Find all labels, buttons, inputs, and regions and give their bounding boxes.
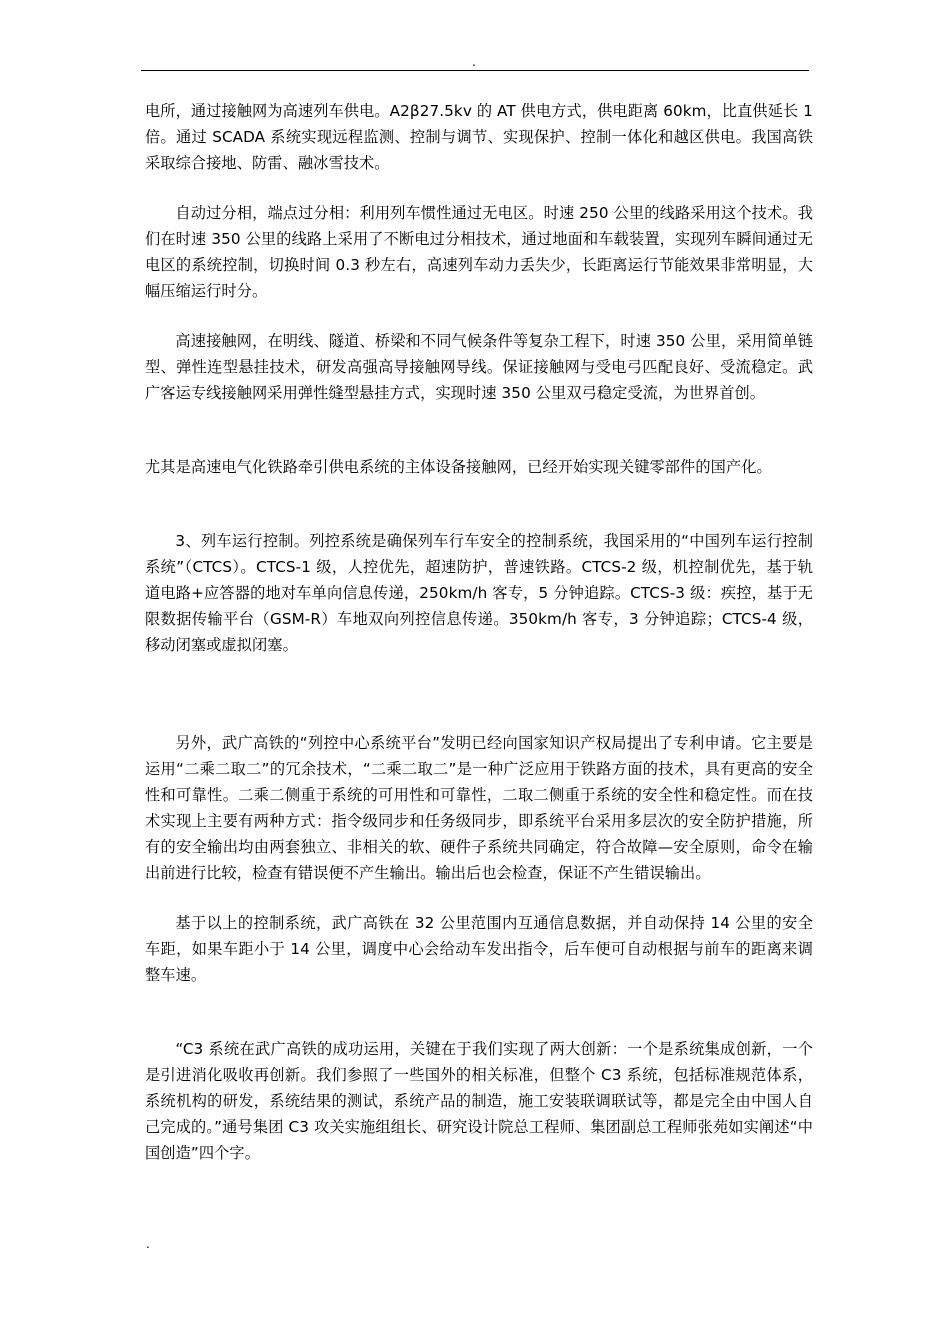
paragraph-phase-separation: 自动过分相，端点过分相：利用列车惯性通过无电区。时速 250 公里的线路采用这个技术。我们在时速 350 公里的线路上采用了不断电过分相技术，通过地面和车载装置，实现列车瞬间通过无电区的系统控制，切换时间 0.3 秒左右，高速列车动力丢失少，长距离运行节能效果非常明显，大幅压缩运行时分。 (145, 204, 813, 300)
header-rule (141, 70, 809, 71)
paragraph-safe-distance: 基于以上的控制系统，武广高铁在 32 公里范围内互通信息数据，并自动保持 14 公里的安全车距，如果车距小于 14 公里，调度中心会给动车发出指令，后车便可自动根据与前车的距离来调整车速。 (145, 914, 813, 984)
paragraph-power-supply: 电所，通过接触网为高速列车供电。A2β27.5kv 的 AT 供电方式，供电距离 60km，比直供延长 1 倍。通过 SCADA 系统实现远程监测、控制与调节、实现保护、控制一体化和越区供电。我国高铁采取综合接地、防雷、融冰雪技术。 (145, 102, 813, 172)
paragraph-localization: 尤其是高速电气化铁路牵引供电系统的主体设备接触网，已经开始实现关键零部件的国产化。 (145, 458, 772, 476)
paragraph-control-center-platform: 另外，武广高铁的“列控中心系统平台”发明已经向国家知识产权局提出了专利申请。它主要是运用“二乘二取二”的冗余技术，“二乘二取二”是一种广泛应用于铁路方面的技术，具有更高的安全性和可靠性。二乘二侧重于系统的可用性和可靠性，二取二侧重于系统的安全性和稳定性。而在技术实现上主要有两种方式：指令级同步和任务级同步，即系统平台采用多层次的安全防护措施，所有的安全输出均由两套独立、非相关的软、硬件子系统共同确定，符合故障—安全原则，命令在输出前进行比较，检查有错误便不产生输出。输出后也会检查，保证不产生错误输出。 (145, 734, 813, 882)
document-body (145, 98, 813, 1166)
paragraph-c3-innovation: “C3 系统在武广高铁的成功运用，关键在于我们实现了两大创新：一个是系统集成创新，一个是引进消化吸收再创新。我们参照了一些国外的相关标准，但整个 C3 系统，包括标准规范体系，系统机构的研发，系统结果的测试，系统产品的制造，施工安装联调联试等，都是完全由中国人自己完成的。”通号集团 C3 攻关实施组组长、研究设计院总工程师、集团副总工程师张苑如实阐述“中国创造”四个字。 (145, 1040, 813, 1162)
paragraph-train-control: 3、列车运行控制。列控系统是确保列车行车安全的控制系统，我国采用的“中国列车运行控制系统”（CTCS）。CTCS-1 级，人控优先，超速防护，普速铁路。CTCS-2 级，机控制优先，基于轨道电路+应答器的地对车单向信息传递，250km/h 客专，5 分钟追踪。CTCS-3 级：疾控，基于无限数据传输平台（GSM-R）车地双向列控信息传递。350km/h 客专，3 分钟追踪；CTCS-4 级，移动闭塞或虚拟闭塞。 (145, 532, 813, 654)
footer-mark: . (146, 1237, 150, 1251)
header-mark: . (472, 55, 476, 69)
paragraph-catenary: 高速接触网，在明线、隧道、桥梁和不同气候条件等复杂工程下，时速 350 公里，采用简单链型、弹性连型悬挂技术，研发高强高导接触网导线。保证接触网与受电弓匹配良好、受流稳定。武广客运专线接触网采用弹性缝型悬挂方式，实现时速 350 公里双弓稳定受流，为世界首创。 (145, 332, 813, 402)
